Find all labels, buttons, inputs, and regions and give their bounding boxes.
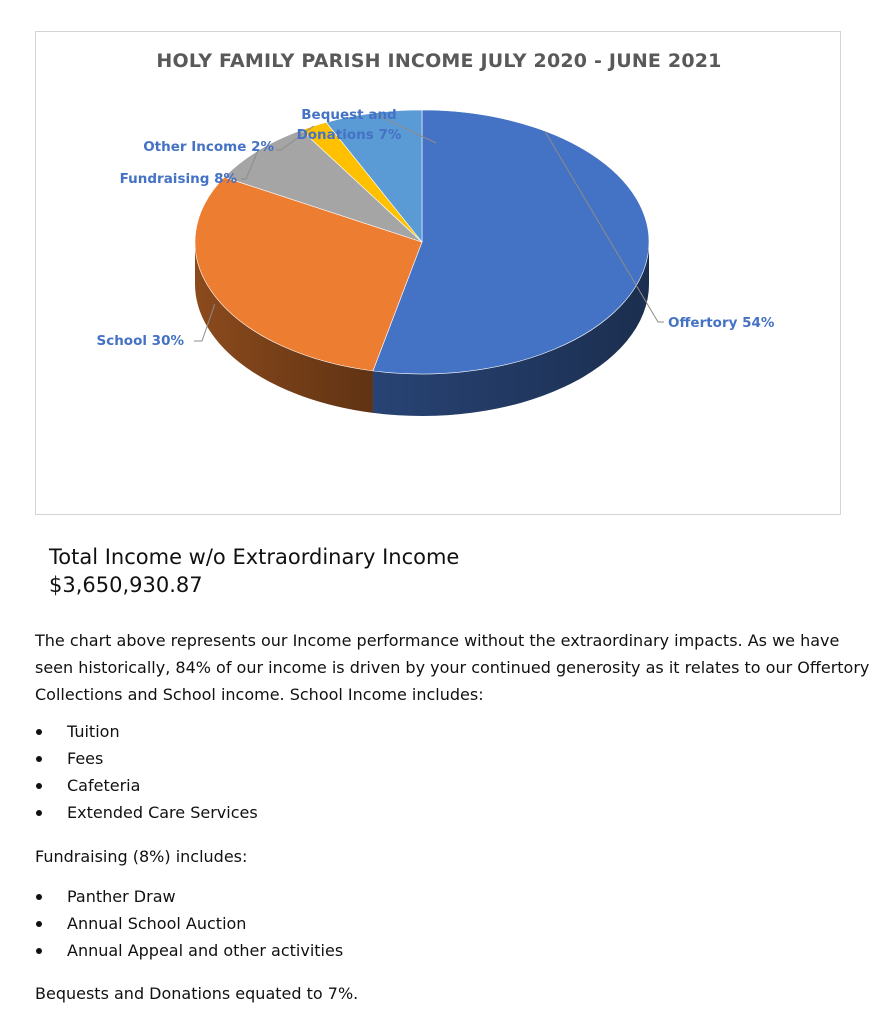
chart-title: HOLY FAMILY PARISH INCOME JULY 2020 - JUNE 2021 bbox=[156, 50, 722, 72]
data-label: Other Income 2% bbox=[143, 139, 274, 155]
list-item: Panther Draw bbox=[35, 883, 343, 910]
bequests-note: Bequests and Donations equated to 7%. bbox=[35, 984, 359, 1003]
data-label: School 30% bbox=[96, 333, 184, 349]
list-item: Annual School Auction bbox=[35, 910, 343, 937]
data-label: Donations 7% bbox=[296, 127, 402, 143]
list-item: Extended Care Services bbox=[35, 799, 258, 826]
data-label: Bequest and bbox=[301, 107, 397, 123]
summary-paragraph: The chart above represents our Income performance without the extraordinary impacts. As we have seen historically, 84% of our income is driven by your continued generosity as it relates to our Offertory Collections and School income. School Income includes: bbox=[35, 631, 870, 704]
list-item: Annual Appeal and other activities bbox=[35, 937, 343, 964]
pie-chart bbox=[35, 31, 841, 515]
data-label: Fundraising 8% bbox=[119, 171, 237, 187]
list-item: Fees bbox=[35, 745, 258, 772]
total-income-value: $3,650,930.87 bbox=[49, 573, 203, 597]
total-income bbox=[49, 543, 459, 599]
fundraising-list bbox=[35, 883, 343, 964]
bullet-icon bbox=[36, 948, 42, 954]
list-item: Tuition bbox=[35, 718, 258, 745]
pie-chart-svg bbox=[36, 32, 842, 516]
bullet-icon bbox=[36, 756, 42, 762]
total-income-label: Total Income w/o Extraordinary Income bbox=[49, 545, 460, 569]
bullet-icon bbox=[36, 729, 42, 735]
bullet-icon bbox=[36, 894, 42, 900]
school-income-list bbox=[35, 718, 258, 826]
bullet-icon bbox=[36, 810, 42, 816]
data-label: Offertory 54% bbox=[668, 315, 775, 331]
fundraising-heading: Fundraising (8%) includes: bbox=[35, 847, 248, 866]
bullet-icon bbox=[36, 921, 42, 927]
bullet-icon bbox=[36, 783, 42, 789]
list-item: Cafeteria bbox=[35, 772, 258, 799]
